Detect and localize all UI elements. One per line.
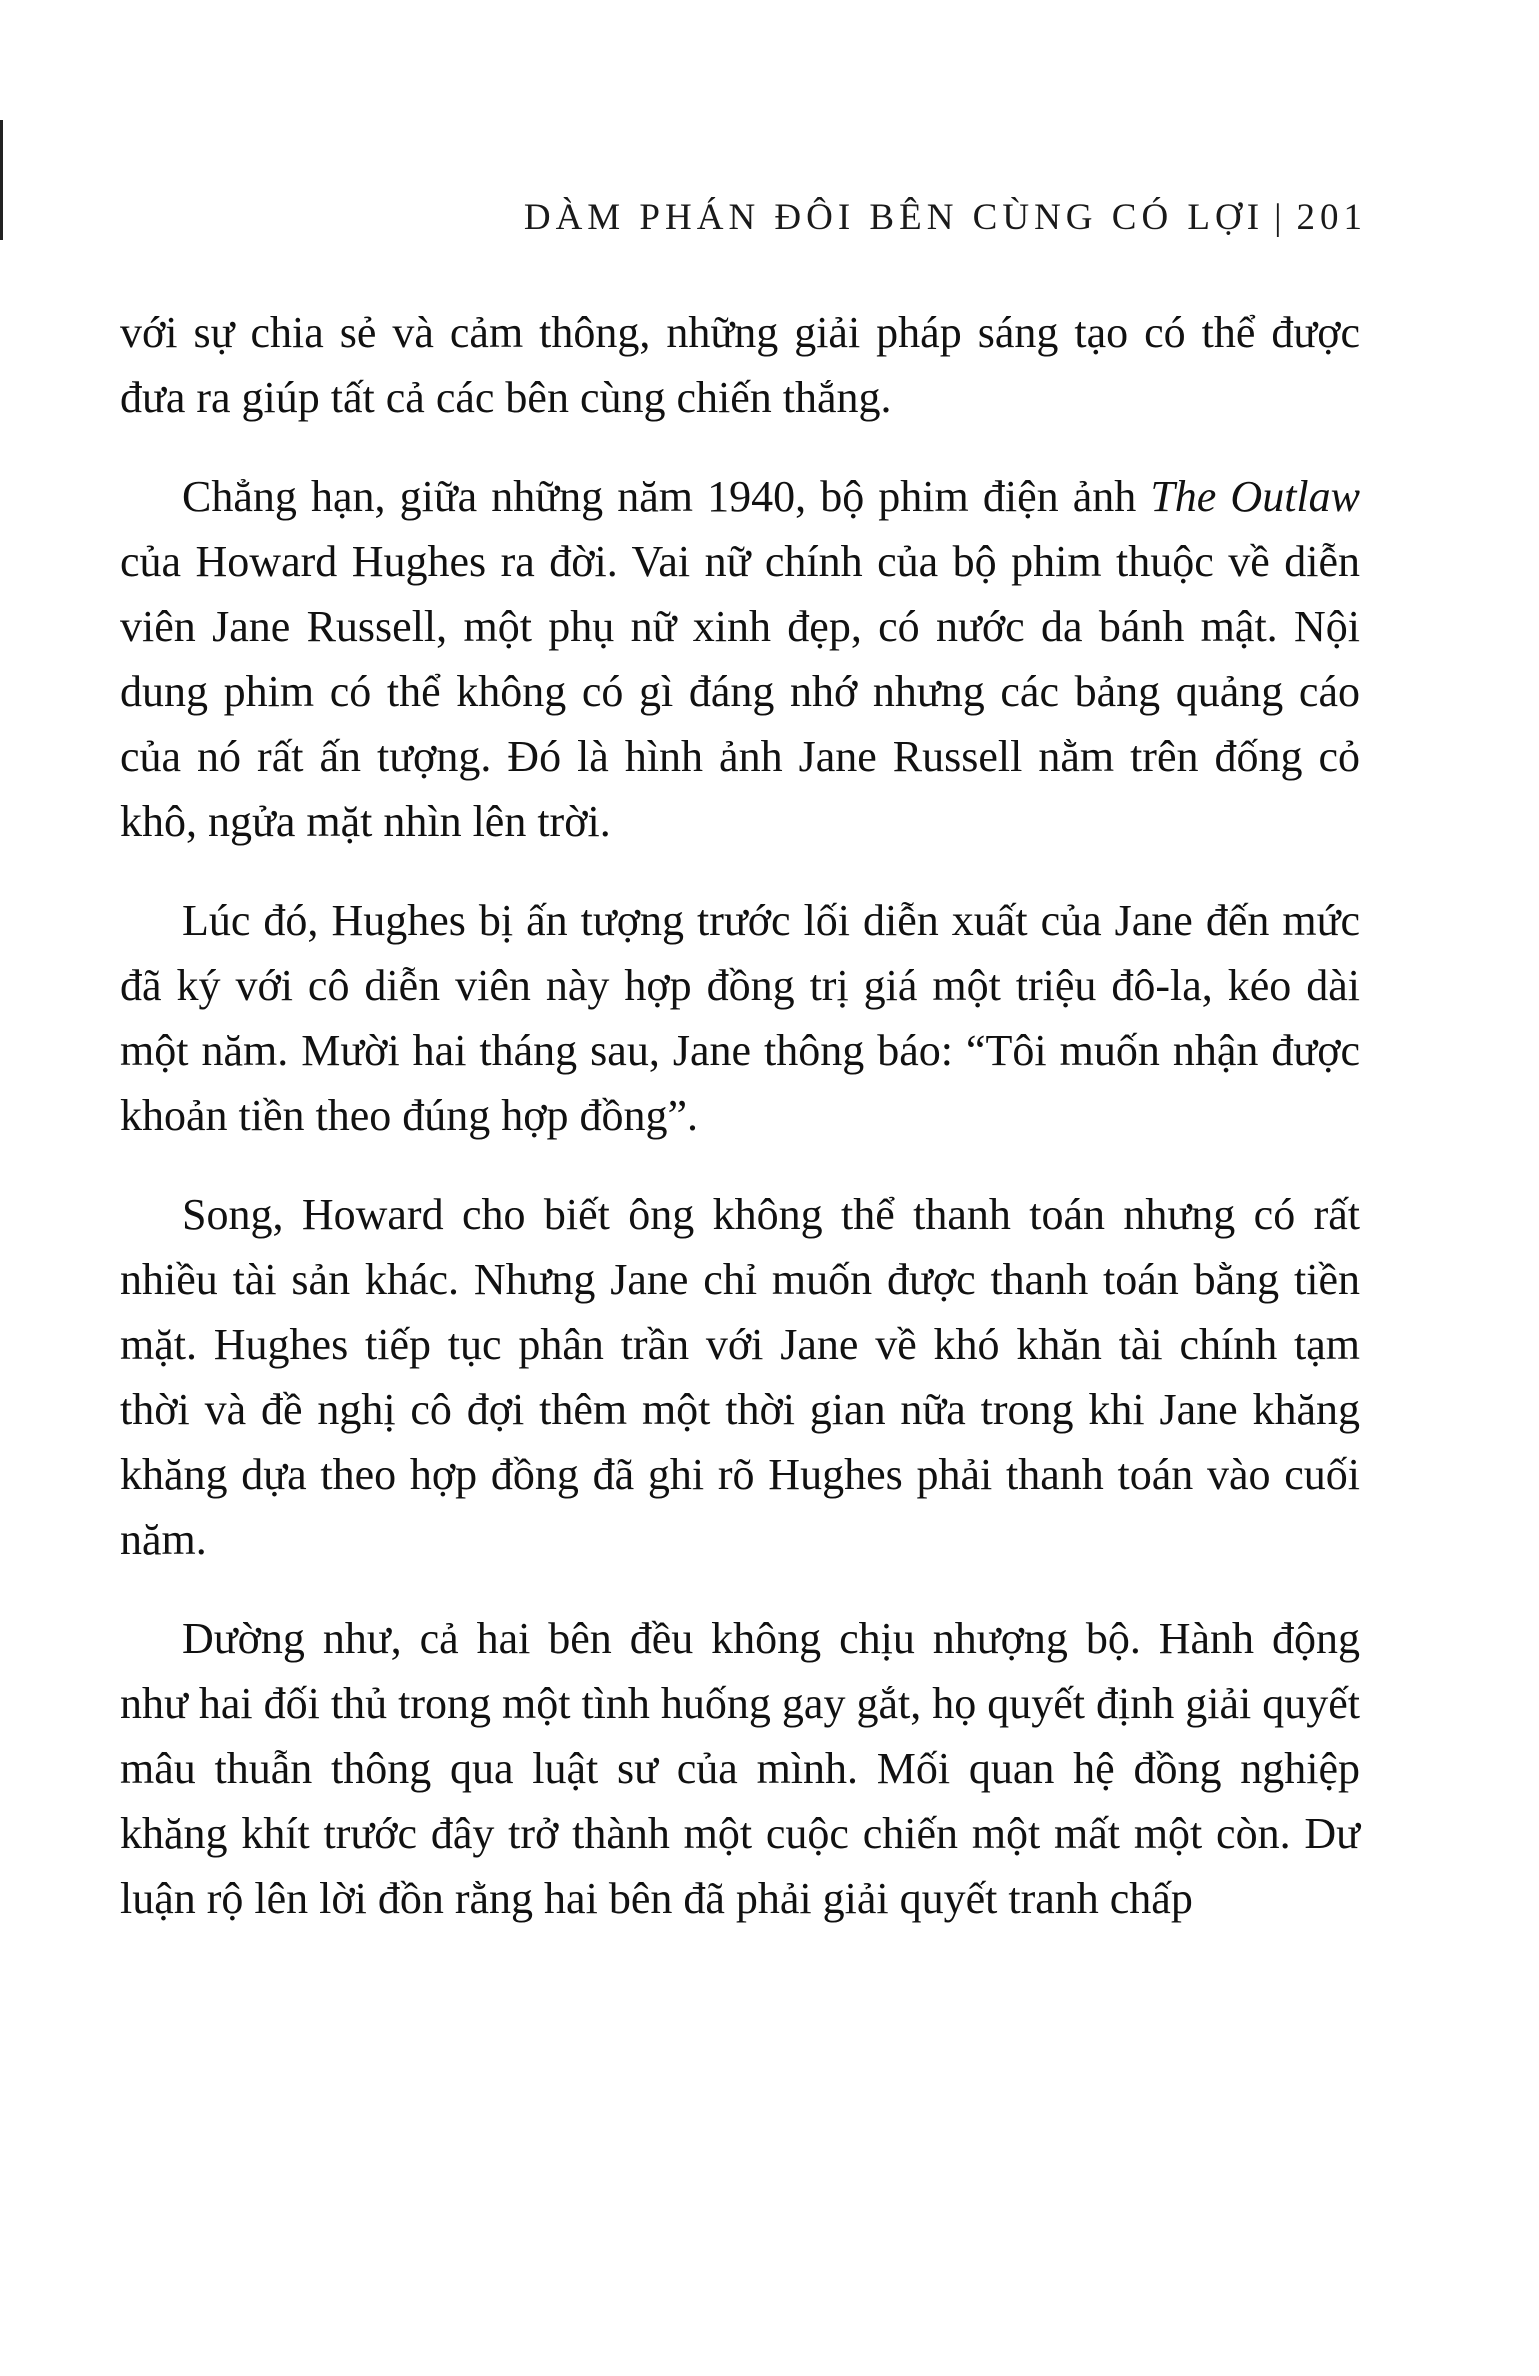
paragraph-4: Song, Howard cho biết ông không thể thanh toán nhưng có rất nhiều tài sản khác. Nhưng Jane chỉ muốn được thanh toán bằng tiền mặt. Hughes tiếp tục phân trần với Jane về khó khăn tài chính tạm thời và đề nghị cô đợi thêm một thời gian nữa trong khi Jane khăng khăng dựa theo hợp đồng đã ghi rõ Hughes phải thanh toán vào cuối năm.: [120, 1190, 1360, 1564]
header-separator: |: [1274, 197, 1287, 238]
paragraph-1: với sự chia sẻ và cảm thông, những giải pháp sáng tạo có thể được đưa ra giúp tất cả các bên cùng chiến thắng.: [120, 308, 1360, 422]
running-header: [524, 196, 1367, 239]
paragraph-2: [120, 464, 1360, 854]
page-edge-mark: [0, 120, 3, 240]
page-number: 201: [1296, 197, 1367, 238]
body-text: [120, 300, 1360, 1965]
chapter-title: DÀM PHÁN ĐÔI BÊN CÙNG CÓ LỢI: [523, 197, 1265, 238]
paragraph-5: Dường như, cả hai bên đều không chịu nhượng bộ. Hành động như hai đối thủ trong một tình huống gay gắt, họ quyết định giải quyết mâu thuẫn thông qua luật sư của mình. Mối quan hệ đồng nghiệp khăng khít trước đây trở thành một cuộc chiến một mất một còn. Dư luận rộ lên lời đồn rằng hai bên đã phải giải quyết tranh chấp: [120, 1614, 1360, 1923]
paragraph-3: Lúc đó, Hughes bị ấn tượng trước lối diễn xuất của Jane đến mức đã ký với cô diễn viên này hợp đồng trị giá một triệu đô-la, kéo dài một năm. Mười hai tháng sau, Jane thông báo: “Tôi muốn nhận được khoản tiền theo đúng hợp đồng”.: [120, 896, 1360, 1140]
paragraph-2-after: của Howard Hughes ra đời. Vai nữ chính của bộ phim thuộc về diễn viên Jane Russell, một phụ nữ xinh đẹp, có nước da bánh mật. Nội dung phim có thể không có gì đáng nhớ nhưng các bảng quảng cáo của nó rất ấn tượng. Đó là hình ảnh Jane Russell nằm trên đống cỏ khô, ngửa mặt nhìn lên trời.: [120, 537, 1360, 846]
paragraph-2-before: Chẳng hạn, giữa những năm 1940, bộ phim điện ảnh: [182, 472, 1151, 521]
film-title: The Outlaw: [1150, 472, 1360, 521]
